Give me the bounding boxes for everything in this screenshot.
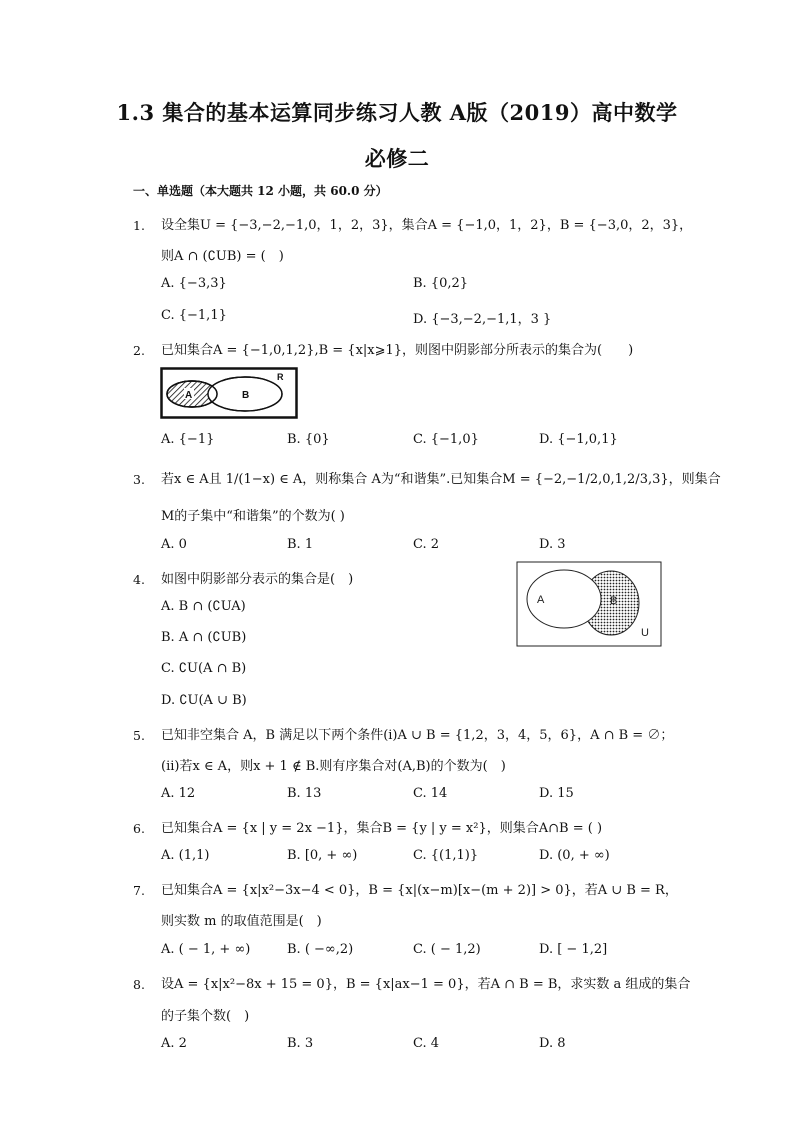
option-d: D. ∁U(A ∪ B) <box>161 693 247 708</box>
option-b: B. 3 <box>287 1036 314 1051</box>
question-number: 6. <box>133 821 145 836</box>
label-u: U <box>641 627 649 639</box>
venn-diagram-q4 <box>516 561 662 647</box>
option-b: B. {0} <box>287 432 330 447</box>
question-text-line: 则A ∩ (∁UB) = ( ) <box>161 249 284 264</box>
label-b: B <box>242 390 250 401</box>
option-a: A. B ∩ (∁UA) <box>161 599 246 614</box>
section-heading: 一、单选题（本大题共 12 小题，共 60.0 分） <box>133 184 388 198</box>
option-d: D. 8 <box>539 1036 566 1051</box>
question-text-line: 则实数 m 的取值范围是( ) <box>161 914 322 929</box>
question-number: 8. <box>133 977 145 992</box>
option-d: D. (0, + ∞) <box>539 848 610 863</box>
question-number: 1. <box>133 218 145 233</box>
question-text-line: 如图中阴影部分表示的集合是( ) <box>161 572 354 587</box>
document-title-line-1: 1.3 集合的基本运算同步练习人教 A版（2019）高中数学 <box>116 100 678 125</box>
question-text-line: 已知非空集合 A，B 满足以下两个条件(i)A ∪ B = {1,2，3，4，5，6}，A ∩ B = ∅； <box>161 728 674 743</box>
option-c: C. 2 <box>413 537 440 552</box>
question-number: 4. <box>133 572 145 587</box>
option-a: A. 0 <box>161 537 187 552</box>
label-r: R <box>277 372 284 382</box>
question-text-line: 设A = {x|x²−8x + 15 = 0}，B = {x|ax−1 = 0}，若A ∩ B = B，求实数 a 组成的集合 <box>161 977 691 992</box>
question-text-line: M的子集中“和谐集”的个数为( ) <box>161 509 345 524</box>
option-d: D. {−3,−2,−1,1，3 } <box>413 312 552 327</box>
option-a: A. {−1} <box>161 432 215 447</box>
option-b: B. 13 <box>287 786 322 801</box>
option-c: C. ∁U(A ∩ B) <box>161 661 247 676</box>
venn-diagram-q2 <box>160 367 298 419</box>
option-c: C. 4 <box>413 1036 440 1051</box>
option-a: A. ( − 1, + ∞) <box>161 942 251 957</box>
label-b: B <box>610 595 618 607</box>
label-a: A <box>185 390 193 401</box>
option-a: A. (1,1) <box>161 848 210 863</box>
option-b: B. [0, + ∞) <box>287 848 358 863</box>
option-a: A. 12 <box>161 786 196 801</box>
question-text-line: 已知集合A = {x|x²−3x−4 < 0}，B = {x|(x−m)[x−(m + 2)] > 0}，若A ∪ B = R， <box>161 883 678 898</box>
option-d: D. 15 <box>539 786 574 801</box>
question-number: 5. <box>133 728 145 743</box>
option-a: A. 2 <box>161 1036 187 1051</box>
question-number: 7. <box>133 883 145 898</box>
option-a: A. {−3,3} <box>161 276 227 291</box>
option-b: B. A ∩ (∁UB) <box>161 630 247 645</box>
option-c: C. {−1,1} <box>161 308 227 323</box>
question-text-line: 若x ∈ A且 1/(1−x) ∈ A，则称集合 A为“和谐集”.已知集合M = {−2,−1/2,0,1,2/3,3}，则集合 <box>161 472 721 487</box>
option-d: D. {−1,0,1} <box>539 432 618 447</box>
option-c: C. {(1,1)} <box>413 848 479 863</box>
label-a: A <box>537 594 545 606</box>
option-c: C. ( − 1,2) <box>413 942 481 957</box>
option-d: D. [ − 1,2] <box>539 942 608 957</box>
question-number: 2. <box>133 343 145 358</box>
option-c: C. 14 <box>413 786 448 801</box>
option-d: D. 3 <box>539 537 566 552</box>
option-b: B. ( −∞,2) <box>287 942 354 957</box>
document-title-line-2: 必修二 <box>364 146 430 171</box>
question-text-line: 设全集U = {−3,−2,−1,0，1，2，3}，集合A = {−1,0，1，2}，B = {−3,0，2，3}， <box>161 218 693 233</box>
question-text-line: 已知集合A = {−1,0,1,2},B = {x|x⩾1}，则图中阴影部分所表示的集合为( ) <box>161 343 634 358</box>
question-text-line: 已知集合A = {x | y = 2x −1}，集合B = {y | y = x²}，则集合A∩B = ( ) <box>161 821 603 836</box>
question-text-line: (ii)若x ∈ A，则x + 1 ∉ B.则有序集合对(A,B)的个数为( ) <box>161 759 506 774</box>
question-number: 3. <box>133 472 145 487</box>
option-c: C. {−1,0} <box>413 432 479 447</box>
question-text-line: 的子集个数( ) <box>161 1009 250 1024</box>
option-b: B. 1 <box>287 537 314 552</box>
option-b: B. {0,2} <box>413 276 469 291</box>
